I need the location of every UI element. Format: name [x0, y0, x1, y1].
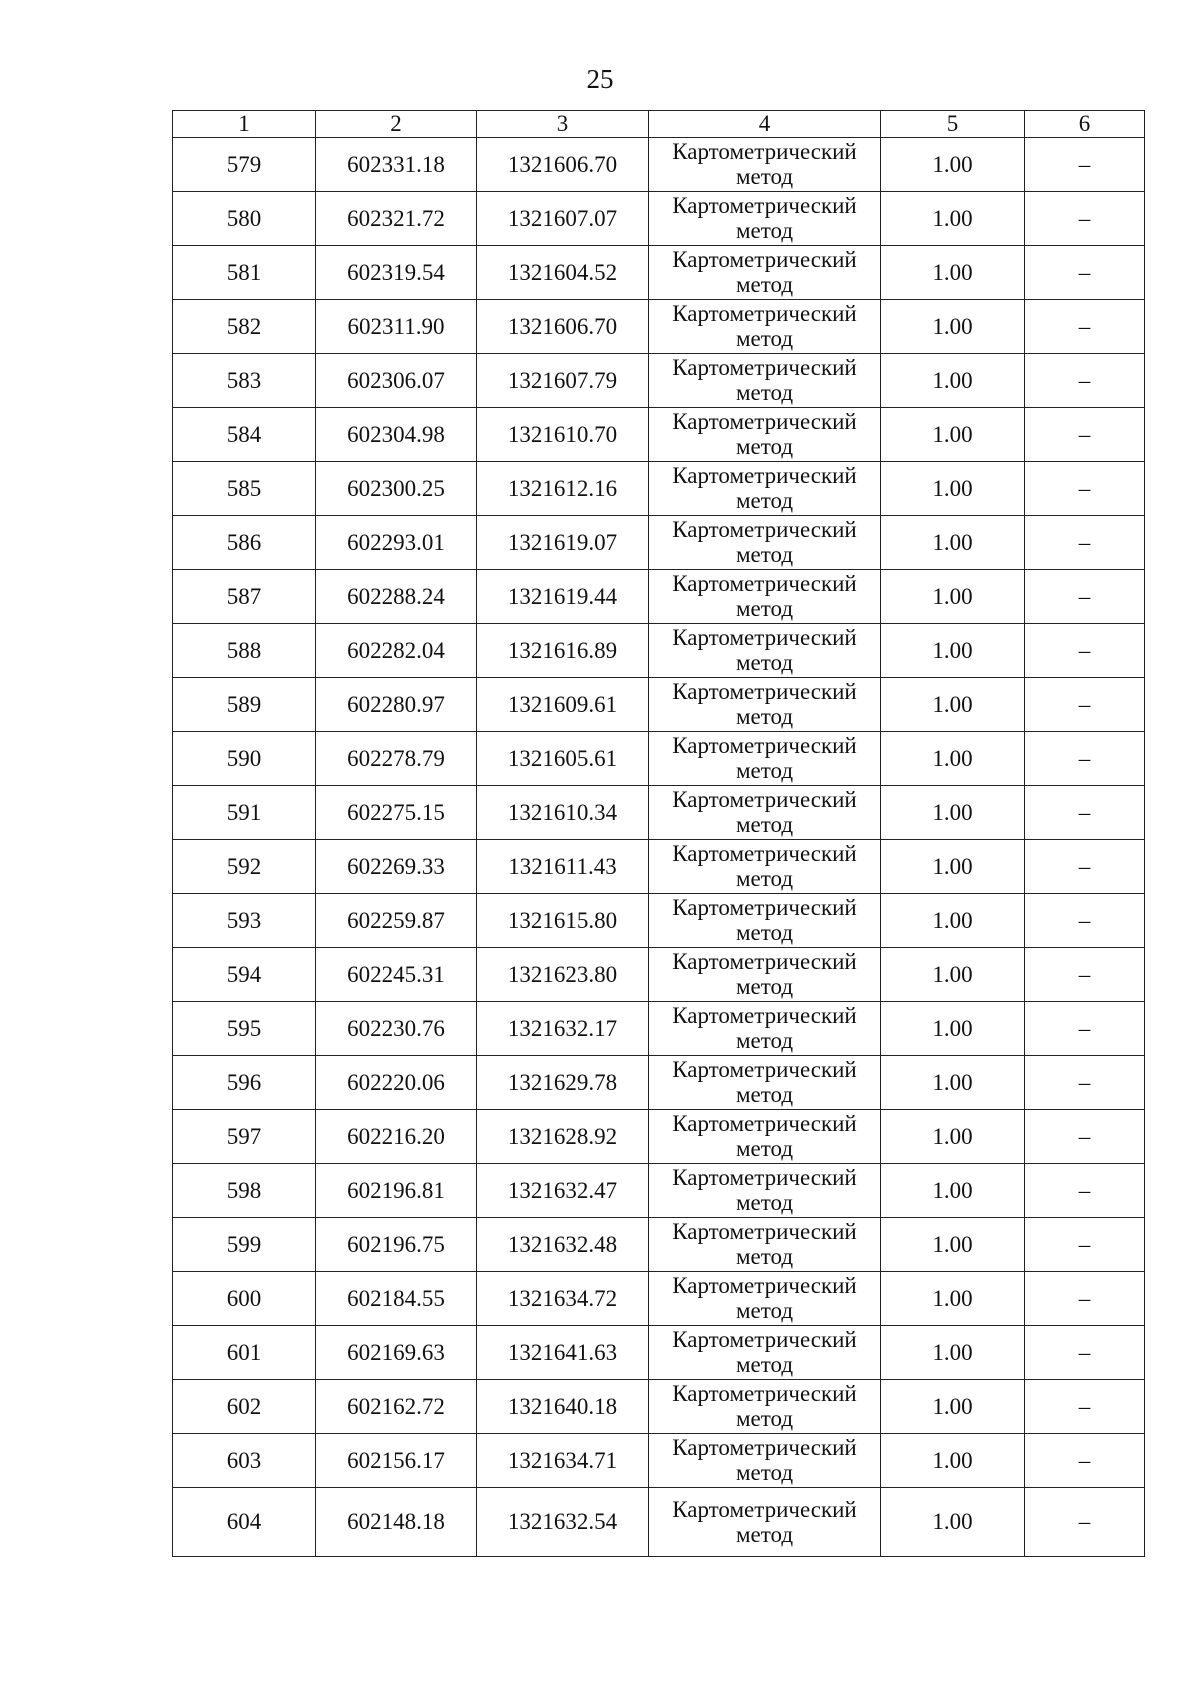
y-coordinate-cell: 1321634.71 — [477, 1434, 649, 1488]
x-coordinate-cell: 602220.06 — [316, 1056, 477, 1110]
accuracy-cell: 1.00 — [881, 516, 1025, 570]
note-cell: – — [1025, 354, 1145, 408]
point-number-cell: 601 — [173, 1326, 316, 1380]
table-header-row — [173, 111, 1145, 138]
point-number-cell: 595 — [173, 1002, 316, 1056]
note-cell: – — [1025, 1002, 1145, 1056]
y-coordinate-cell: 1321629.78 — [477, 1056, 649, 1110]
accuracy-cell: 1.00 — [881, 1056, 1025, 1110]
y-coordinate-cell: 1321607.79 — [477, 354, 649, 408]
method-cell — [649, 1056, 881, 1110]
note-cell: – — [1025, 192, 1145, 246]
point-number-cell: 581 — [173, 246, 316, 300]
method-text: Картометрический метод — [672, 409, 857, 459]
point-number-cell: 600 — [173, 1272, 316, 1326]
y-coordinate-cell: 1321640.18 — [477, 1380, 649, 1434]
x-coordinate-cell: 602319.54 — [316, 246, 477, 300]
accuracy-cell: 1.00 — [881, 1272, 1025, 1326]
x-coordinate-cell: 602311.90 — [316, 300, 477, 354]
accuracy-cell: 1.00 — [881, 246, 1025, 300]
x-coordinate-cell: 602259.87 — [316, 894, 477, 948]
accuracy-cell: 1.00 — [881, 948, 1025, 1002]
y-coordinate-cell: 1321612.16 — [477, 462, 649, 516]
note-cell: – — [1025, 1434, 1145, 1488]
note-cell: – — [1025, 894, 1145, 948]
table-row — [173, 948, 1145, 1002]
table-row — [173, 570, 1145, 624]
accuracy-cell: 1.00 — [881, 408, 1025, 462]
coordinates-table — [172, 110, 1145, 1557]
method-text: Картометрический метод — [672, 895, 857, 945]
method-text: Картометрический метод — [672, 841, 857, 891]
table-row — [173, 624, 1145, 678]
y-coordinate-cell: 1321606.70 — [477, 300, 649, 354]
method-text: Картометрический метод — [672, 679, 857, 729]
table-row — [173, 1164, 1145, 1218]
point-number-cell: 585 — [173, 462, 316, 516]
x-coordinate-cell: 602278.79 — [316, 732, 477, 786]
x-coordinate-cell: 602245.31 — [316, 948, 477, 1002]
x-coordinate-cell: 602300.25 — [316, 462, 477, 516]
method-cell — [649, 462, 881, 516]
x-coordinate-cell: 602321.72 — [316, 192, 477, 246]
method-cell — [649, 840, 881, 894]
accuracy-cell: 1.00 — [881, 1380, 1025, 1434]
accuracy-cell: 1.00 — [881, 300, 1025, 354]
method-text: Картометрический метод — [672, 1003, 857, 1053]
note-cell: – — [1025, 1326, 1145, 1380]
method-text: Картометрический метод — [672, 571, 857, 621]
accuracy-cell: 1.00 — [881, 192, 1025, 246]
x-coordinate-cell: 602306.07 — [316, 354, 477, 408]
method-text: Картометрический метод — [672, 517, 857, 567]
table-row — [173, 1326, 1145, 1380]
accuracy-cell: 1.00 — [881, 570, 1025, 624]
accuracy-cell: 1.00 — [881, 678, 1025, 732]
table-row — [173, 462, 1145, 516]
table-row — [173, 1380, 1145, 1434]
note-cell: – — [1025, 138, 1145, 192]
accuracy-cell: 1.00 — [881, 1110, 1025, 1164]
x-coordinate-cell: 602304.98 — [316, 408, 477, 462]
table-row — [173, 1488, 1145, 1557]
point-number-cell: 590 — [173, 732, 316, 786]
point-number-cell: 593 — [173, 894, 316, 948]
table-row — [173, 300, 1145, 354]
note-cell: – — [1025, 1488, 1145, 1557]
point-number-cell: 587 — [173, 570, 316, 624]
accuracy-cell: 1.00 — [881, 1164, 1025, 1218]
method-cell — [649, 516, 881, 570]
x-coordinate-cell: 602156.17 — [316, 1434, 477, 1488]
table-row — [173, 840, 1145, 894]
table-row — [173, 138, 1145, 192]
method-cell — [649, 786, 881, 840]
accuracy-cell: 1.00 — [881, 732, 1025, 786]
y-coordinate-cell: 1321619.07 — [477, 516, 649, 570]
accuracy-cell: 1.00 — [881, 894, 1025, 948]
note-cell: – — [1025, 624, 1145, 678]
point-number-cell: 588 — [173, 624, 316, 678]
method-cell — [649, 408, 881, 462]
method-text: Картометрический метод — [672, 625, 857, 675]
point-number-cell: 584 — [173, 408, 316, 462]
y-coordinate-cell: 1321609.61 — [477, 678, 649, 732]
note-cell: – — [1025, 1218, 1145, 1272]
method-cell — [649, 138, 881, 192]
method-cell — [649, 1002, 881, 1056]
x-coordinate-cell: 602148.18 — [316, 1488, 477, 1557]
column-header-3: 3 — [477, 111, 649, 138]
point-number-cell: 586 — [173, 516, 316, 570]
method-text: Картометрический метод — [672, 1165, 857, 1215]
y-coordinate-cell: 1321628.92 — [477, 1110, 649, 1164]
note-cell: – — [1025, 1056, 1145, 1110]
method-cell — [649, 624, 881, 678]
column-header-1: 1 — [173, 111, 316, 138]
method-text: Картометрический метод — [672, 1219, 857, 1269]
method-text: Картометрический метод — [672, 1381, 857, 1431]
accuracy-cell: 1.00 — [881, 840, 1025, 894]
y-coordinate-cell: 1321616.89 — [477, 624, 649, 678]
table-row — [173, 1056, 1145, 1110]
point-number-cell: 602 — [173, 1380, 316, 1434]
point-number-cell: 583 — [173, 354, 316, 408]
accuracy-cell: 1.00 — [881, 1326, 1025, 1380]
method-cell — [649, 1164, 881, 1218]
y-coordinate-cell: 1321604.52 — [477, 246, 649, 300]
point-number-cell: 582 — [173, 300, 316, 354]
x-coordinate-cell: 602331.18 — [316, 138, 477, 192]
column-header-6: 6 — [1025, 111, 1145, 138]
note-cell: – — [1025, 786, 1145, 840]
method-cell — [649, 1434, 881, 1488]
method-cell — [649, 192, 881, 246]
y-coordinate-cell: 1321611.43 — [477, 840, 649, 894]
point-number-cell: 604 — [173, 1488, 316, 1557]
note-cell: – — [1025, 678, 1145, 732]
method-cell — [649, 1488, 881, 1557]
accuracy-cell: 1.00 — [881, 624, 1025, 678]
column-header-2: 2 — [316, 111, 477, 138]
note-cell: – — [1025, 300, 1145, 354]
method-cell — [649, 246, 881, 300]
table-row — [173, 786, 1145, 840]
accuracy-cell: 1.00 — [881, 138, 1025, 192]
method-text: Картометрический метод — [672, 1435, 857, 1485]
method-text: Картометрический метод — [672, 1327, 857, 1377]
x-coordinate-cell: 602293.01 — [316, 516, 477, 570]
note-cell: – — [1025, 732, 1145, 786]
column-header-4: 4 — [649, 111, 881, 138]
table-row — [173, 678, 1145, 732]
method-text: Картометрический метод — [672, 733, 857, 783]
note-cell: – — [1025, 462, 1145, 516]
point-number-cell: 598 — [173, 1164, 316, 1218]
table-row — [173, 192, 1145, 246]
method-cell — [649, 1272, 881, 1326]
column-header-5: 5 — [881, 111, 1025, 138]
y-coordinate-cell: 1321615.80 — [477, 894, 649, 948]
note-cell: – — [1025, 408, 1145, 462]
method-text: Картометрический метод — [672, 949, 857, 999]
y-coordinate-cell: 1321632.48 — [477, 1218, 649, 1272]
method-text: Картометрический метод — [672, 463, 857, 513]
table-row — [173, 516, 1145, 570]
y-coordinate-cell: 1321634.72 — [477, 1272, 649, 1326]
method-cell — [649, 1218, 881, 1272]
note-cell: – — [1025, 1380, 1145, 1434]
table-row — [173, 1218, 1145, 1272]
x-coordinate-cell: 602162.72 — [316, 1380, 477, 1434]
accuracy-cell: 1.00 — [881, 1002, 1025, 1056]
point-number-cell: 599 — [173, 1218, 316, 1272]
method-cell — [649, 948, 881, 1002]
note-cell: – — [1025, 570, 1145, 624]
point-number-cell: 596 — [173, 1056, 316, 1110]
table-row — [173, 894, 1145, 948]
point-number-cell: 603 — [173, 1434, 316, 1488]
x-coordinate-cell: 602196.81 — [316, 1164, 477, 1218]
method-cell — [649, 1326, 881, 1380]
method-cell — [649, 300, 881, 354]
y-coordinate-cell: 1321610.70 — [477, 408, 649, 462]
table-row — [173, 732, 1145, 786]
x-coordinate-cell: 602184.55 — [316, 1272, 477, 1326]
point-number-cell: 580 — [173, 192, 316, 246]
method-cell — [649, 894, 881, 948]
y-coordinate-cell: 1321632.47 — [477, 1164, 649, 1218]
method-text: Картометрический метод — [672, 1057, 857, 1107]
note-cell: – — [1025, 1272, 1145, 1326]
table-row — [173, 354, 1145, 408]
method-text: Картометрический метод — [672, 247, 857, 297]
y-coordinate-cell: 1321632.17 — [477, 1002, 649, 1056]
table-row — [173, 1002, 1145, 1056]
point-number-cell: 579 — [173, 138, 316, 192]
point-number-cell: 589 — [173, 678, 316, 732]
y-coordinate-cell: 1321606.70 — [477, 138, 649, 192]
y-coordinate-cell: 1321619.44 — [477, 570, 649, 624]
accuracy-cell: 1.00 — [881, 1218, 1025, 1272]
table-body — [173, 138, 1145, 1557]
x-coordinate-cell: 602230.76 — [316, 1002, 477, 1056]
method-cell — [649, 1380, 881, 1434]
point-number-cell: 594 — [173, 948, 316, 1002]
x-coordinate-cell: 602196.75 — [316, 1218, 477, 1272]
x-coordinate-cell: 602216.20 — [316, 1110, 477, 1164]
accuracy-cell: 1.00 — [881, 1488, 1025, 1557]
method-text: Картометрический метод — [672, 1496, 857, 1547]
method-text: Картометрический метод — [672, 193, 857, 243]
accuracy-cell: 1.00 — [881, 354, 1025, 408]
note-cell: – — [1025, 948, 1145, 1002]
method-cell — [649, 570, 881, 624]
note-cell: – — [1025, 1110, 1145, 1164]
x-coordinate-cell: 602282.04 — [316, 624, 477, 678]
method-cell — [649, 678, 881, 732]
method-text: Картометрический метод — [672, 301, 857, 351]
y-coordinate-cell: 1321605.61 — [477, 732, 649, 786]
table-row — [173, 1110, 1145, 1164]
note-cell: – — [1025, 1164, 1145, 1218]
point-number-cell: 592 — [173, 840, 316, 894]
method-text: Картометрический метод — [672, 1273, 857, 1323]
point-number-cell: 591 — [173, 786, 316, 840]
x-coordinate-cell: 602275.15 — [316, 786, 477, 840]
y-coordinate-cell: 1321632.54 — [477, 1488, 649, 1557]
note-cell: – — [1025, 516, 1145, 570]
table-row — [173, 1434, 1145, 1488]
accuracy-cell: 1.00 — [881, 462, 1025, 516]
y-coordinate-cell: 1321623.80 — [477, 948, 649, 1002]
y-coordinate-cell: 1321610.34 — [477, 786, 649, 840]
table-row — [173, 408, 1145, 462]
note-cell: – — [1025, 840, 1145, 894]
x-coordinate-cell: 602169.63 — [316, 1326, 477, 1380]
y-coordinate-cell: 1321607.07 — [477, 192, 649, 246]
y-coordinate-cell: 1321641.63 — [477, 1326, 649, 1380]
method-cell — [649, 732, 881, 786]
table-row — [173, 1272, 1145, 1326]
x-coordinate-cell: 602288.24 — [316, 570, 477, 624]
x-coordinate-cell: 602280.97 — [316, 678, 477, 732]
accuracy-cell: 1.00 — [881, 1434, 1025, 1488]
method-cell — [649, 354, 881, 408]
method-text: Картометрический метод — [672, 139, 857, 189]
accuracy-cell: 1.00 — [881, 786, 1025, 840]
point-number-cell: 597 — [173, 1110, 316, 1164]
table-row — [173, 246, 1145, 300]
method-text: Картометрический метод — [672, 355, 857, 405]
x-coordinate-cell: 602269.33 — [316, 840, 477, 894]
method-text: Картометрический метод — [672, 1111, 857, 1161]
method-text: Картометрический метод — [672, 787, 857, 837]
page-number: 25 — [586, 64, 614, 94]
method-cell — [649, 1110, 881, 1164]
note-cell: – — [1025, 246, 1145, 300]
